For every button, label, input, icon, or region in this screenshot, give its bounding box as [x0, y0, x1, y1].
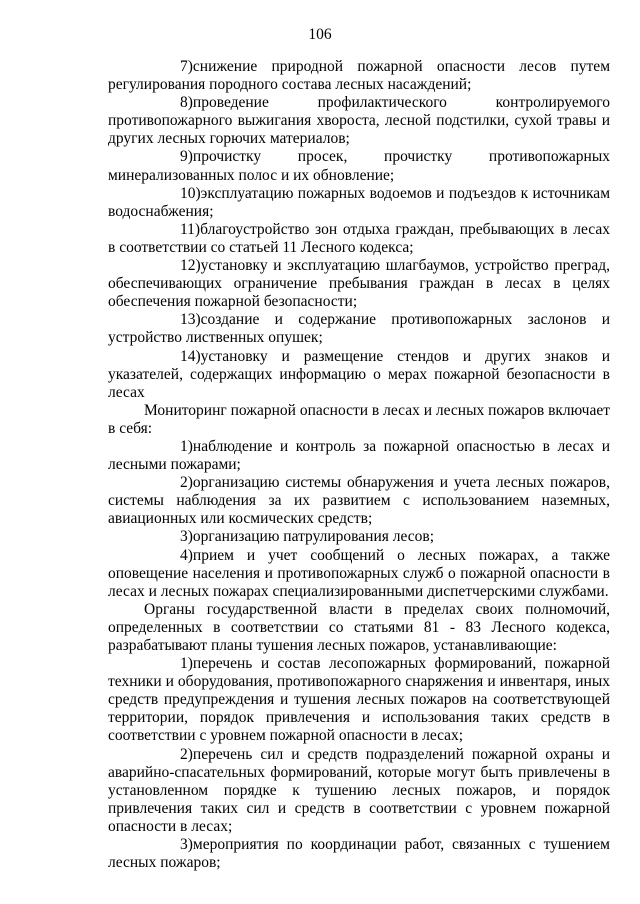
paragraph	[108, 402, 610, 438]
item-number: 3)	[180, 528, 193, 546]
page-number: 106	[308, 26, 332, 43]
list-item	[108, 58, 610, 94]
list-item	[108, 438, 610, 474]
list-item	[108, 94, 610, 148]
item-text: организацию системы обнаружения и учета лесных пожаров, системы наблюдения за их развитием с использованием наземных, авиационных или космических средств;	[108, 474, 610, 528]
item-text: установку и эксплуатацию шлагбаумов, устройство преград, обеспечивающих ограничение пребывания граждан в лесах в целях обеспечения пожарной безопасности;	[108, 257, 610, 311]
list-item	[108, 655, 610, 745]
item-number: 11)	[180, 220, 201, 238]
document-body	[108, 58, 610, 872]
item-number: 2)	[180, 474, 193, 492]
item-text: перечень и состав лесопожарных формирований, пожарной техники и оборудования, противопожарного снаряжения и инвентаря, иных средств предупреждения и тушения лесных пожаров на соответствующей территории, порядок привлечения и использования таких средств в соответствии с уровнем пожарной опасности в лесах;	[108, 655, 610, 745]
item-text: установку и размещение стендов и других знаков и указателей, содержащих информацию о мерах пожарной безопасности в лесах	[108, 347, 610, 401]
item-number: 14)	[180, 347, 201, 365]
item-number: 4)	[180, 546, 193, 564]
list-item	[108, 148, 610, 184]
item-text: организацию патрулирования лесов;	[192, 528, 435, 546]
item-text: благоустройство зон отдыха граждан, пребывающих в лесах в соответствии со статьей 11 Лесного кодекса;	[108, 220, 610, 256]
list-item	[108, 836, 610, 872]
item-number: 1)	[180, 655, 193, 673]
list-item	[108, 348, 610, 402]
item-number: 12)	[180, 257, 201, 275]
paragraph-text: Органы государственной власти в пределах своих полномочий, определенных в соответствии со статьями 81 - 83 Лесного кодекса, разрабатывают планы тушения лесных пожаров, устанавливающие:	[108, 600, 610, 654]
item-number: 3)	[180, 836, 193, 854]
list-item	[108, 474, 610, 528]
item-text: перечень сил и средств подразделений пожарной охраны и аварийно-спасательных формирований, которые могут быть привлечены в установленном порядке к тушению лесных пожаров, и порядок привлечения таких сил и средств в соответствии с уровнем пожарной опасности в лесах;	[108, 745, 610, 835]
item-text: проведение профилактического контролируемого противопожарного выжигания хвороста, лесной подстилки, сухой травы и других лесных горючих материалов;	[108, 94, 610, 148]
item-number: 8)	[180, 94, 193, 112]
list-item	[108, 257, 610, 311]
list-item	[108, 746, 610, 836]
item-text: эксплуатацию пожарных водоемов и подъездов к источникам водоснабжения;	[108, 184, 610, 220]
item-number: 9)	[180, 148, 193, 166]
list-item	[108, 221, 610, 257]
item-number: 2)	[180, 745, 193, 763]
item-text: прием и учет сообщений о лесных пожарах, а также оповещение населения и противопожарных служб о пожарной опасности в лесах и лесных пожарах специализированными диспетчерскими службами.	[108, 546, 610, 600]
item-text: прочистку просек, прочистку противопожарных минерализованных полос и их обновление;	[108, 148, 610, 184]
item-text: наблюдение и контроль за пожарной опасностью в лесах и лесными пожарами;	[108, 437, 610, 474]
list-item	[108, 185, 610, 221]
paragraph	[108, 601, 610, 655]
paragraph-text: Мониторинг пожарной опасности в лесах и лесных пожаров включает в себя:	[108, 401, 610, 437]
item-number: 13)	[180, 311, 201, 329]
list-item	[108, 311, 610, 347]
list-item	[108, 547, 610, 601]
list-item	[108, 528, 610, 546]
item-text: мероприятия по координации работ, связанных с тушением лесных пожаров;	[108, 836, 610, 872]
item-number: 10)	[180, 184, 201, 202]
item-number: 7)	[180, 58, 193, 75]
item-text: создание и содержание противопожарных заслонов и устройство лиственных опушек;	[108, 311, 610, 347]
item-number: 1)	[180, 437, 193, 455]
item-text: снижение природной пожарной опасности лесов путем регулирования породного состава лесных насаждений;	[108, 58, 610, 94]
